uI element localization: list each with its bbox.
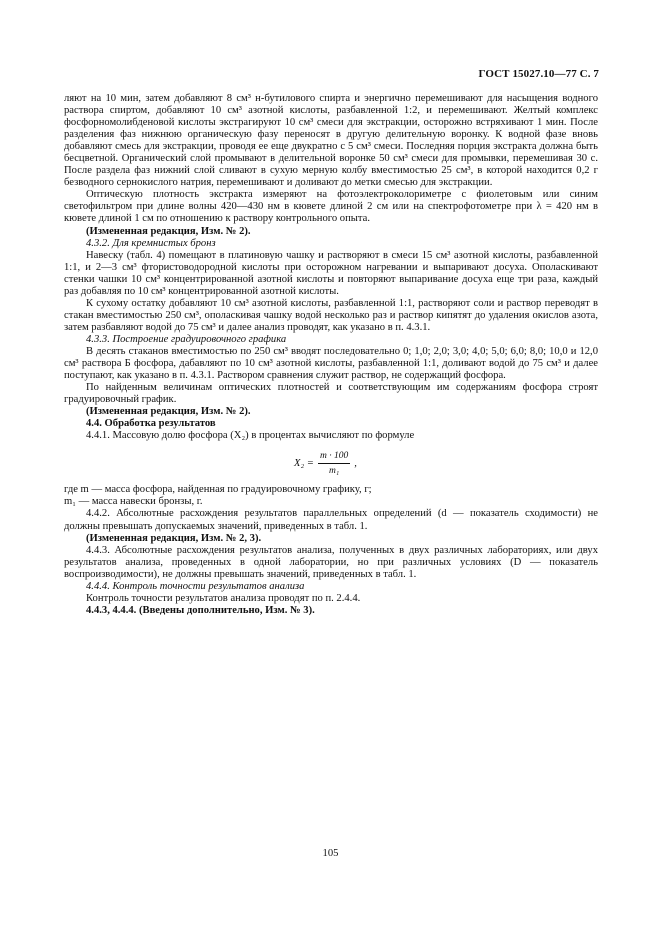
page-body (64, 93, 598, 617)
paragraph: В десять стаканов вместимостью по 250 см³ вводят последовательно 0; 1,0; 2,0; 3,0; 4,0; 5,0; 6,0; 8,0; 10,0 и 12,0 см³ раствора Б фосфора, дабавляют по 10 см³ азотной кислоты, разбавленной 1:1, доливают водой до 75 см³ и далее поступают, как указано в п. 4.3.1. Раствором сравнения служит раствор, не содержащий фосфора. (64, 345, 598, 382)
section-heading: 4.3.2. Для кремнистых бронз (86, 237, 216, 249)
paragraph: Контроль точности результатов анализа проводят по п. 2.4.4. (86, 592, 361, 604)
paragraph: Навеску (табл. 4) помещают в платиновую чашку и растворяют в смеси 15 см³ азотной кислоты, разбавленной 1:1, и 2—3 см³ фтористоводородной кислоты при осторожном нагревании и выпаривают досуха. Ополаскивают стенки чашки 10 см³ концентрированной азотной кислоты и повторяют выпаривание досуха еще три раза, каждый раз добавляя по 10 см³ концентрированной азотной кислоты. (64, 249, 598, 297)
formula-numerator: m · 100 (318, 450, 350, 464)
formula-tail: , (354, 457, 357, 469)
section-heading: 4.4.4. Контроль точности результатов анализа (86, 580, 305, 592)
formula-fraction (318, 450, 350, 477)
section-heading: 4.4. Обработка результатов (86, 418, 216, 430)
definition: где m — масса фосфора, найденная по градуировочному графику, г; (64, 484, 372, 496)
paragraph: ляют на 10 мин, затем добавляют 8 см³ н-бутилового спирта и энергично перемешивают для насыщения водного раствора спиртом, добавляют 10 см³ азотной кислоты, разбавленной 1:2, и перемешивают. Желтый комплекс фосфорномолибденовой кислоты экстрагируют 10 см³ смеси для экстракции, осторожно встряхивают 1 мин. После разделения фаз нижнюю органическую фазу переносят в другую делительную воронку. К водной фазе вновь добавляют смесь для экстракции, проводя ее еще двукратно с 5 см³ смеси. Последняя порция экстракта должна быть бесцветной. Органический слой промывают в делительной воронке 50 см³ смеси для промывки, перемешивая 30 с. После раздела фаз нижний слой сливают в сухую мерную колбу вместимостью 25 см³, в которой находится 0,2 г безводного сернокислого натрия, перемешивают и доливают до метки смесью для экстракции. (64, 93, 598, 189)
formula (64, 446, 598, 480)
definition: m₁ — масса навески бронзы, г. (64, 496, 203, 508)
paragraph: 4.4.1. Массовую долю фосфора (X₂) в процентах вычисляют по формуле (86, 430, 415, 442)
paragraph: К сухому остатку добавляют 10 см³ азотной кислоты, разбавленной 1:1, растворяют соли и раствор переводят в стакан вместимостью 250 см³, ополаскивая чашку водой несколько раз и раствор кипятят до удаления окислов азота, затем разбавляют водой до 75 см³ и далее анализ проводят, как указано в п. 4.3.1. (64, 297, 598, 333)
amendment-note: (Измененная редакция, Изм. № 2, 3). (86, 532, 262, 544)
paragraph: 4.4.3. Абсолютные расхождения результатов анализа, полученных в двух различных лабораториях, или двух результатов анализа, проведенных в одной лаборатории, но при различных условиях (D — показатель воспроизводимости), не должны превышать значений, приведенных в табл. 1. (64, 544, 598, 580)
page-number: 105 (322, 848, 339, 859)
formula-lhs: X₂ = (294, 457, 314, 469)
amendment-note: (Измененная редакция, Изм. № 2). (86, 225, 251, 237)
section-heading: 4.3.3. Построение градуировочного графика (86, 333, 287, 345)
formula-denominator: m₁ (328, 466, 340, 477)
paragraph: Оптическую плотность экстракта измеряют на фотоэлектроколориметре с фиолетовым или синим светофильтром при длине волны 420—430 нм в кювете длиной 2 см или на спектрофотометре при λ = 420 нм в кювете длиной 1 см по отношению к раствору контрольного опыта. (64, 189, 598, 225)
amendment-note: 4.4.3, 4.4.4. (Введены дополнительно, Изм. № 3). (86, 604, 315, 616)
page-header: ГОСТ 15027.10—77 С. 7 (478, 68, 599, 80)
amendment-note: (Измененная редакция, Изм. № 2). (86, 406, 251, 418)
paragraph: 4.4.2. Абсолютные расхождения результатов параллельных определений (d — показатель сходимости) не должны превышать допускаемых значений, приведенных в табл. 1. (64, 508, 598, 532)
paragraph: По найденным величинам оптических плотностей и соответствующим им содержаниям фосфора строят градуировочный график. (64, 382, 598, 406)
